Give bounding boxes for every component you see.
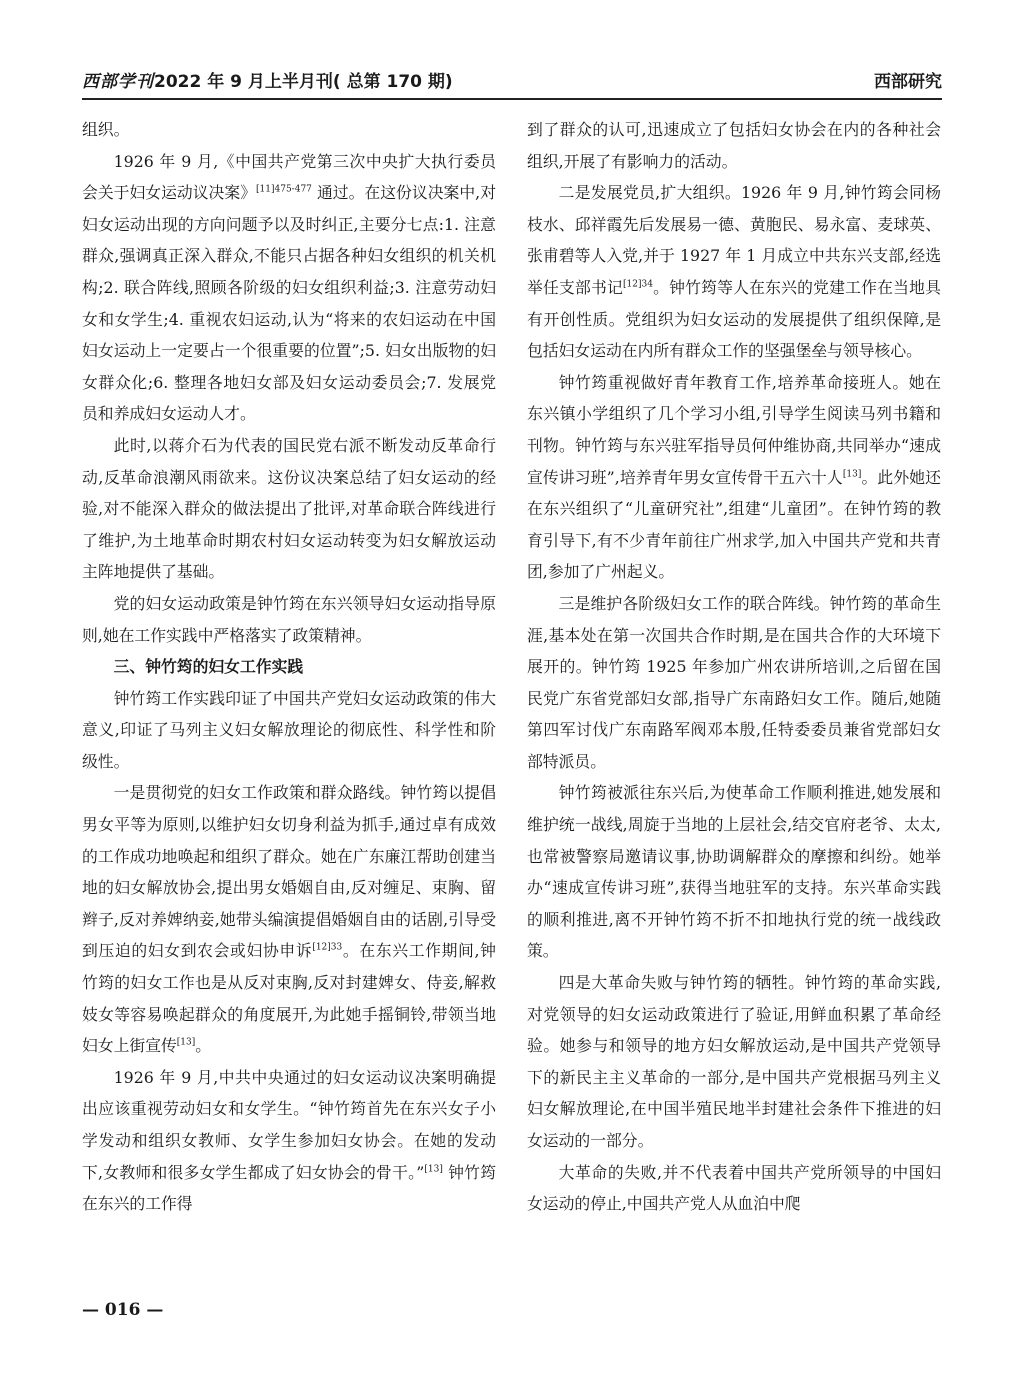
citation: [12]34 [623,279,653,290]
right-column [527,114,941,1220]
paragraph: 1926 年 9 月,《中国共产党第三次中央扩大执行委员会关于妇女运动议决案》$^{[11]475-477}$ 通过。在这份议决案中,对妇女运动出现的方向问题予以及时纠正,主要分七点:1. 注意群众,强调真正深入群众,不能只占据各种妇女组织的机关机构;2. 联合阵线,照顾各阶级的妇女组织利益;3. 注意劳动妇女和女学生;4. 重视农妇运动,认为“将来的农妇运动在中国妇女运动上一定要占一个很重要的位置”;5. 妇女出版物的妇女群众化;6. 整理各地妇女部及妇女运动委员会;7. 发展党员和养成妇女运动人才。 [82,151,496,424]
citation: [11]475-477 [256,184,312,195]
paragraph: 大革命的失败,并不代表着中国共产党所领导的中国妇女运动的停止,中国共产党人从血泊中爬 [527,1162,941,1214]
paragraph: 党的妇女运动政策是钟竹筠在东兴领导妇女运动指导原则,她在工作实践中严格落实了政策精神。 [82,593,496,645]
paragraph: 四是大革命失败与钟竹筠的牺牲。钟竹筠的革命实践,对党领导的妇女运动政策进行了验证,用鲜血积累了革命经验。她参与和领导的地方妇女解放运动,是中国共产党领导下的新民主主义革命的一部分,是中国共产党根据马列主义妇女解放理论,在中国半殖民地半封建社会条件下推进的妇女运动的一部分。 [527,973,941,1150]
paragraph: 1926 年 9 月,中共中央通过的妇女运动议决案明确提出应该重视劳动妇女和女学生。“钟竹筠首先在东兴女子小学发动和组织女教师、女学生参加妇女协会。在她的发动下,女教师和很多女学生都成了妇女协会的骨干。”[13] 钟竹筠在东兴的工作得 [82,1067,496,1214]
journal-info [82,67,453,92]
section-heading: 三、钟竹筠的妇女工作实践 [113,657,304,677]
paragraph: 三是维护各阶级妇女工作的联合阵线。钟竹筠的革命生涯,基本处在第一次国共合作时期,是在国共合作的大环境下展开的。钟竹筠 1925 年参加广州农讲所培训,之后留在国民党广东省党部妇女部,指导广东南路妇女工作。随后,她随第四军讨伐广东南路军阀邓本殷,任特委委员兼省党部妇女部特派员。 [527,593,941,771]
paragraph: 钟竹筠被派往东兴后,为使革命工作顺利推进,她发展和维护统一战线,周旋于当地的上层社会,结交官府老爷、太太,也常被警察局邀请议事,协助调解群众的摩擦和纠纷。她举办“速成宣传讲习班”,获得当地驻军的支持。东兴革命实践的顺利推进,离不开钟竹筠不折不扣地执行党的统一战线政策。 [527,783,941,961]
paragraph: 二是发展党员,扩大组织。1926 年 9 月,钟竹筠会同杨枝水、邱祥霞先后发展易一德、黄胞民、易永富、麦球英、张甫碧等人入党,并于 1927 年 1 月成立中共东兴支部,经选举任支部书记$^{[12]34}$。钟竹筠等人在东兴的党建工作在当地具有开创性质。党组织为妇女运动的发展提供了组织保障,是包括妇女运动在内所有群众工作的坚强堡垒与领导核心。 [527,183,941,361]
paragraph: 此时,以蒋介石为代表的国民党右派不断发动反革命行动,反革命浪潮风雨欲来。这份议决案总结了妇女运动的经验,对不能深入群众的做法提出了批评,对革命联合阵线进行了维护,为土地革命时期农村妇女运动转变为妇女解放运动主阵地提供了基础。 [82,435,496,582]
paragraph: 钟竹筠重视做好青年教育工作,培养革命接班人。她在东兴镇小学组织了几个学习小组,引导学生阅读马列书籍和刊物。钟竹筠与东兴驻军指导员何仲维协商,共同举办“速成宣传讲习班”,培养青年男女宣传骨干五六十人[13]。此外她还在东兴组织了“儿童研究社”,组建“儿童团”。在钟竹筠的教育引导下,有不少青年前往广州求学,加入中国共产党和共青团,参加了广州起义。 [527,372,941,582]
left-column [82,114,496,1220]
citation: [13] [842,469,862,480]
page-number: — 016 — [82,1300,164,1320]
paragraph: 钟竹筠工作实践印证了中国共产党妇女运动政策的伟大意义,印证了马列主义妇女解放理论的彻底性、科学性和阶级性。 [82,688,496,771]
paragraph: 组织。 [82,120,130,139]
issue-info: 2022 年 9 月上半月刊( 总第 170 期) [154,72,453,92]
citation: [13] [424,1164,443,1175]
page-header [82,64,942,100]
citation: [12]33 [312,943,343,954]
paragraph: 一是贯彻党的妇女工作政策和群众路线。钟竹筠以提倡男女平等为原则,以维护妇女切身利益为抓手,通过卓有成效的工作成功地唤起和组织了群众。她在广东廉江帮助创建当地的妇女解放协会,提出男女婚姻自由,反对缠足、束胸、留辫子,反对养婢纳妾,她带头编演提倡婚姻自由的话剧,引导受到压迫的妇女到农会或妇协申诉$^{[12]33}$。在东兴工作期间,钟竹筠的妇女工作也是从反对束胸,反对封建婢女、侍妾,解救妓女等容易唤起群众的角度展开,为此她手摇铜铃,带领当地妇女上街宣传[13]。 [82,783,496,1056]
section-title: 西部研究 [874,72,942,92]
paragraph: 到了群众的认可,迅速成立了包括妇女协会在内的各种社会组织,开展了有影响力的活动。 [527,120,941,171]
journal-logo: 西部学刊 [82,72,154,92]
citation: [13] [176,1037,196,1048]
